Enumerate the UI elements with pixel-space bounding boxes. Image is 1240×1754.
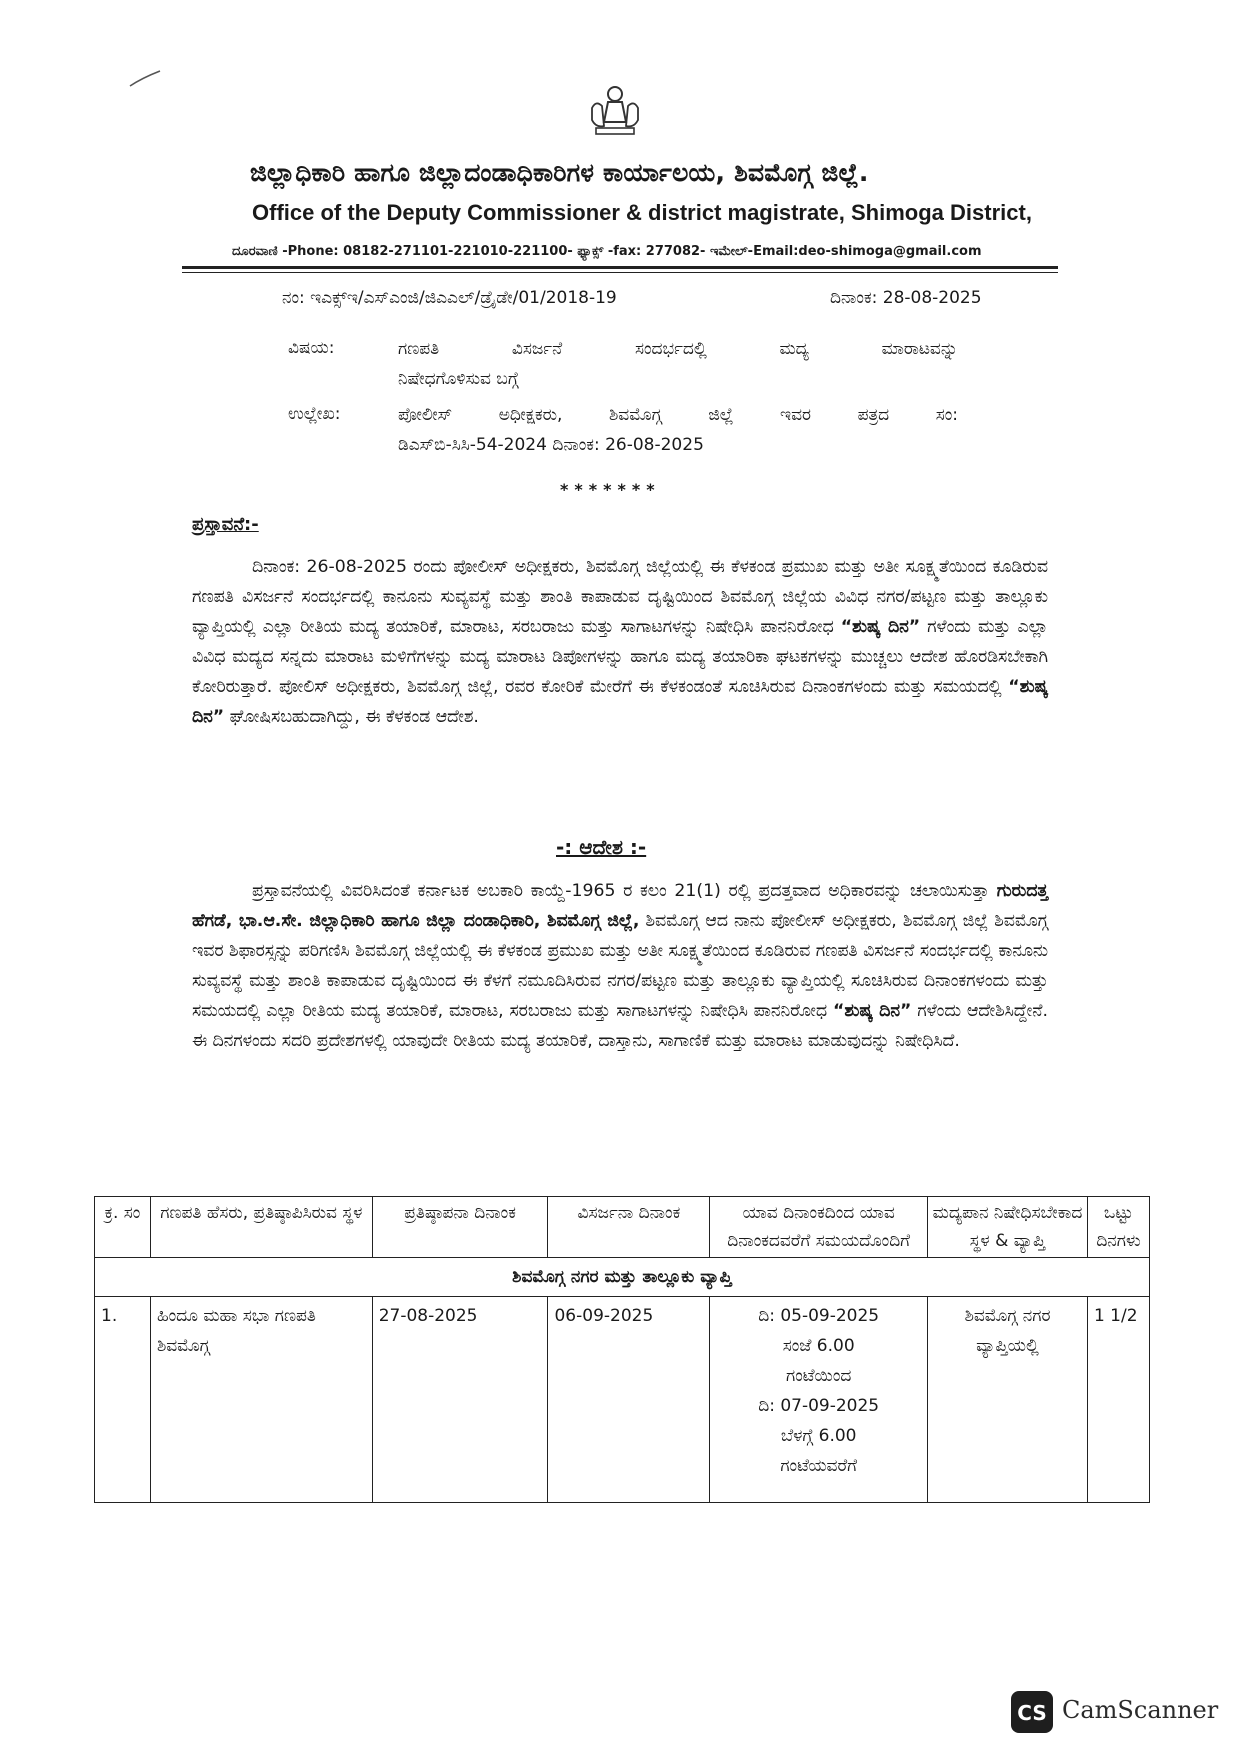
dry-day-term: “ಶುಷ್ಕ ದಿನ”	[192, 677, 1048, 727]
cell-immersion-date: 06-09-2025	[548, 1297, 710, 1503]
camscanner-logo-icon	[1010, 1690, 1054, 1734]
period-from-date: ದಿ: 05-09-2025	[758, 1306, 880, 1326]
table-header-row	[95, 1197, 1150, 1258]
camscanner-logo-text: CS	[1017, 1701, 1047, 1725]
header-place: ಮದ್ಯಪಾನ ನಿಷೇಧಿಸಬೇಕಾದ ಸ್ಥಳ & ವ್ಯಾಪ್ತಿ	[928, 1197, 1088, 1258]
reference-number: ನಂ: ಇಎಕ್ಸ್ಇ/ಎಸ್ಎಂಜಿ/ಜಿಎಎಲ್/ಡ್ರೈಡೇ/01/2018-19	[282, 288, 617, 308]
subject-label: ವಿಷಯ:	[288, 338, 335, 358]
period-to-date: ದಿ: 07-09-2025	[758, 1396, 880, 1416]
table-section-row	[95, 1258, 1150, 1297]
cell-ganapati: ಹಿಂದೂ ಮಹಾ ಸಭಾ ಗಣಪತಿ ಶಿವಮೊಗ್ಗ	[150, 1297, 372, 1503]
order-text-a: ಪ್ರಸ್ತಾವನೆಯಲ್ಲಿ ವಿವರಿಸಿದಂತೆ ಕರ್ನಾಟಕ ಅಬಕಾರಿ ಕಾಯ್ದೆ-1965 ರ ಕಲಂ 21(1) ರಲ್ಲಿ ಪ್ರದತ್ತವಾದ ಅಧಿಕಾರವನ್ನು ಚಲಾಯಿಸುತ್ತಾ	[252, 881, 997, 901]
cell-place: ಶಿವಮೊಗ್ಗ ನಗರ ವ್ಯಾಪ್ತಿಯಲ್ಲಿ	[928, 1297, 1088, 1503]
period-to-time: ಬೆಳಗ್ಗೆ 6.00	[780, 1426, 857, 1446]
table-row	[95, 1297, 1150, 1503]
office-title-english: Office of the Deputy Commissioner & district magistrate, Shimoga District,	[252, 200, 1032, 225]
contact-line: ದೂರವಾಣಿ -Phone: 08182-271101-221010-221100- ಫ್ಯಾಕ್ಸ್ -fax: 277082- ಇಮೇಲ್-Email:deo-shimoga@gmail.com	[232, 244, 982, 259]
cell-total-days: 1 1/2	[1087, 1297, 1149, 1503]
cell-install-date: 27-08-2025	[372, 1297, 548, 1503]
period-to-suffix: ಗಂಟೆಯವರೆಗೆ	[780, 1456, 858, 1476]
reference-line-1: ಪೋಲೀಸ್ ಅಧೀಕ್ಷಕರು, ಶಿವಮೊಗ್ಗ ಜಿಲ್ಲೆ ಇವರ ಪತ್ರದ ಸಂ:	[398, 405, 958, 425]
camscanner-brand: CamScanner	[1062, 1696, 1219, 1724]
state-emblem-icon	[582, 82, 648, 140]
reference-label: ಉಲ್ಲೇಖ:	[288, 404, 341, 424]
header-total-days: ಒಟ್ಟು ದಿನಗಳು	[1087, 1197, 1149, 1258]
cell-period	[710, 1297, 928, 1503]
order-text-b: ಶಿವಮೊಗ್ಗ ಆದ ನಾನು ಪೋಲೀಸ್ ಅಧೀಕ್ಷಕರು, ಶಿವಮೊಗ್ಗ ಜಿಲ್ಲೆ ಶಿವಮೊಗ್ಗ ಇವರ ಶಿಫಾರಸ್ಸನ್ನು ಪರಿಗಣಿಸಿ ಶಿವಮೊಗ್ಗ ಜಿಲ್ಲೆಯಲ್ಲಿ ಈ ಕೆಳಕಂಡ ಪ್ರಮುಖ ಮತ್ತು ಅತೀ ಸೂಕ್ಷ್ಮತೆಯಿಂದ ಕೂಡಿರುವ ಗಣಪತಿ ವಿಸರ್ಜನೆ ಸಂದರ್ಭದಲ್ಲಿ ಕಾನೂನು ಸುವ್ಯವಸ್ಥೆ ಮತ್ತು ಶಾಂತಿ ಕಾಪಾಡುವ ದೃಷ್ಟಿಯಿಂದ ಈ ಕೆಳಗೆ ನಮೂದಿಸಿರುವ ನಗರ/ಪಟ್ಟಣ ಮತ್ತು ತಾಲ್ಲೂಕು ವ್ಯಾಪ್ತಿಯಲ್ಲಿ ಸೂಚಿಸಿರುವ ದಿನಾಂಕಗಳಂದು ಮತ್ತು ಸಮಯದಲ್ಲಿ ಎಲ್ಲಾ ರೀತಿಯ ಮದ್ಯ ತಯಾರಿಕೆ, ಮಾರಾಟ, ಸರಬರಾಜು ಮತ್ತು ಸಾಗಾಟಗಳನ್ನು ನಿಷೇಧಿಸಿ ಪಾನನಿರೋಧ	[192, 911, 1048, 1021]
reference-line-2: ಡಿಎಸ್‌ಬಿ-ಸಿಸಿ-54-2024 ದಿನಾಂಕ: 26-08-2025	[398, 435, 704, 455]
dry-day-table	[94, 1196, 1150, 1503]
preamble-paragraph	[192, 552, 1048, 732]
header-immersion-date: ವಿಸರ್ಜನಾ ದಿನಾಂಕ	[548, 1197, 710, 1258]
preamble-text-c: ಘೋಷಿಸಬಹುದಾಗಿದ್ದು, ಈ ಕೆಳಕಂಡ ಆದೇಶ.	[224, 707, 479, 727]
order-date: ದಿನಾಂಕ: 28-08-2025	[830, 288, 982, 308]
preamble-heading: ಪ್ರಸ್ತಾವನೆ:-	[192, 514, 259, 535]
preamble-text-b: ಗಳೆಂದು ಮತ್ತು ಎಲ್ಲಾ ವಿವಿಧ ಮದ್ಯದ ಸನ್ನದು ಮಾರಾಟ ಮಳಿಗೆಗಳನ್ನು ಮದ್ಯ ಮಾರಾಟ ಡಿಪೋಗಳನ್ನು ಹಾಗೂ ಮದ್ಯ ತಯಾರಿಕಾ ಘಟಕಗಳನ್ನು ಮುಚ್ಚಲು ಆದೇಶ ಹೊರಡಿಸಬೇಕಾಗಿ ಕೋರಿರುತ್ತಾರೆ. ಪೋಲಿಸ್ ಅಧೀಕ್ಷಕರು, ಶಿವಮೊಗ್ಗ ಜಿಲ್ಲೆ, ರವರ ಕೋರಿಕೆ ಮೇರೆಗೆ ಈ ಕೆಳಕಂಡಂತೆ ಸೂಚಿಸಿರುವ ದಿನಾಂಕಗಳಂದು ಮತ್ತು ಸಮಯದಲ್ಲಿ	[192, 617, 1048, 697]
header-install-date: ಪ್ರತಿಷ್ಠಾಪನಾ ದಿನಾಂಕ	[372, 1197, 548, 1258]
pen-mark	[128, 68, 162, 88]
subject-line-1: ಗಣಪತಿ ವಿಸರ್ಜನೆ ಸಂದರ್ಭದಲ್ಲಿ ಮದ್ಯ ಮಾರಾಟವನ್ನು	[398, 339, 958, 359]
header-ganapati: ಗಣಪತಿ ಹೆಸರು, ಪ್ರತಿಷ್ಠಾಪಿಸಿರುವ ಸ್ಥಳ	[150, 1197, 372, 1258]
office-title-kannada: ಜಿಲ್ಲಾಧಿಕಾರಿ ಹಾಗೂ ಜಿಲ್ಲಾದಂಡಾಧಿಕಾರಿಗಳ ಕಾರ್ಯಾಲಯ, ಶಿವಮೊಗ್ಗ ಜಿಲ್ಲೆ.	[250, 158, 869, 187]
subject-line-2: ನಿಷೇಧಗೊಳಿಸುವ ಬಗ್ಗೆ	[398, 369, 519, 389]
period-from-suffix: ಗಂಟೆಯಿಂದ	[786, 1366, 852, 1386]
separator-stars: *******	[560, 480, 661, 499]
order-paragraph	[192, 876, 1048, 1056]
header-sl: ಕ್ರ. ಸಂ	[95, 1197, 151, 1258]
preamble-text-a: ದಿನಾಂಕ: 26-08-2025 ರಂದು ಪೋಲೀಸ್ ಅಧೀಕ್ಷಕರು, ಶಿವಮೊಗ್ಗ ಜಿಲ್ಲೆಯಲ್ಲಿ ಈ ಕೆಳಕಂಡ ಪ್ರಮುಖ ಮತ್ತು ಅತೀ ಸೂಕ್ಷ್ಮತೆಯಿಂದ ಕೂಡಿರುವ ಗಣಪತಿ ವಿಸರ್ಜನೆ ಸಂದರ್ಭದಲ್ಲಿ ಕಾನೂನು ಸುವ್ಯವಸ್ಥೆ ಮತ್ತು ಶಾಂತಿ ಕಾಪಾಡುವ ದೃಷ್ಟಿಯಿಂದ ಶಿವಮೊಗ್ಗ ಜಿಲ್ಲೆಯ ವಿವಿಧ ನಗರ/ಪಟ್ಟಣ ಮತ್ತು ತಾಲ್ಲೂಕು ವ್ಯಾಪ್ತಿಯಲ್ಲಿ ಎಲ್ಲಾ ರೀತಿಯ ಮದ್ಯ ತಯಾರಿಕೆ, ಮಾರಾಟ, ಸರಬರಾಜು ಮತ್ತು ಸಾಗಾಟಗಳನ್ನು ನಿಷೇಧಿಸಿ ಪಾನನಿರೋಧ	[192, 557, 1048, 637]
order-heading: -: ಆದೇಶ :-	[556, 835, 647, 859]
officer-name: ಗುರುದತ್ತ ಹೆಗಡೆ, ಭಾ.ಆ.ಸೇ. ಜಿಲ್ಲಾಧಿಕಾರಿ ಹಾಗೂ ಜಿಲ್ಲಾ ದಂಡಾಧಿಕಾರಿ, ಶಿವಮೊಗ್ಗ ಜಿಲ್ಲೆ,	[192, 881, 1048, 931]
cell-sl: 1.	[95, 1297, 151, 1503]
dry-day-term: “ಶುಷ್ಕ ದಿನ”	[840, 617, 921, 637]
period-from-time: ಸಂಜೆ 6.00	[782, 1336, 855, 1356]
header-period: ಯಾವ ದಿನಾಂಕದಿಂದ ಯಾವ ದಿನಾಂಕದವರೆಗೆ ಸಮಯದೊಂದಿಗೆ	[710, 1197, 928, 1258]
dry-day-term: “ಶುಷ್ಕ ದಿನ”	[833, 1001, 912, 1021]
order-text-c: ಗಳೆಂದು ಆದೇಶಿಸಿದ್ದೇನೆ. ಈ ದಿನಗಳಂದು ಸದರಿ ಪ್ರದೇಶಗಳಲ್ಲಿ ಯಾವುದೇ ರೀತಿಯ ಮದ್ಯ ತಯಾರಿಕೆ, ದಾಸ್ತಾನು, ಸಾಗಾಣಿಕೆ ಮತ್ತು ಮಾರಾಟ ಮಾಡುವುದನ್ನು ನಿಷೇಧಿಸಿದೆ.	[192, 1001, 1048, 1051]
header-rule-thick	[182, 266, 1058, 269]
section-title: ಶಿವಮೊಗ್ಗ ನಗರ ಮತ್ತು ತಾಲ್ಲೂಕು ವ್ಯಾಪ್ತಿ	[95, 1258, 1150, 1297]
header-rule-thin	[182, 272, 1058, 273]
